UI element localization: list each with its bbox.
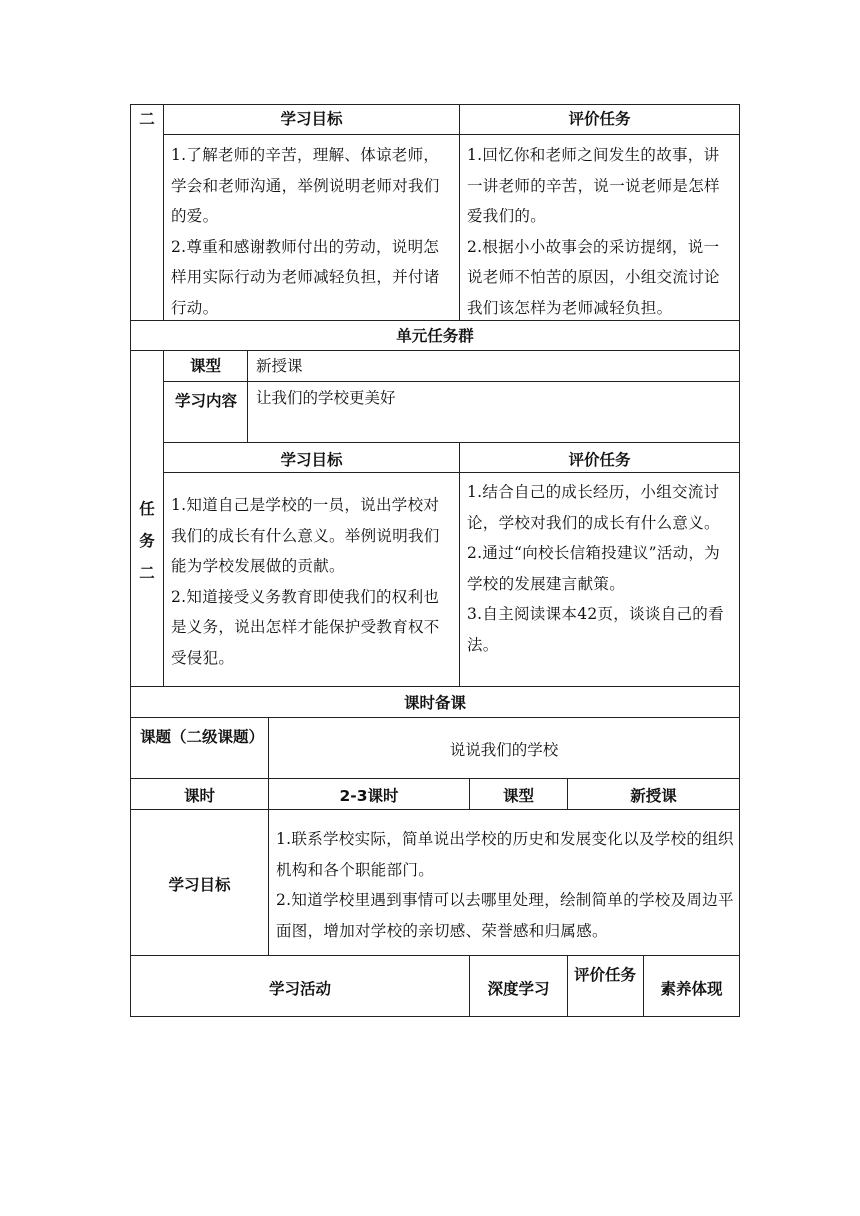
- eval-task-header: 评价任务: [574, 966, 637, 984]
- content-value: 让我们的学校更美好: [256, 389, 396, 407]
- type-label: 课型: [189, 357, 221, 375]
- type-value: 新授课: [256, 357, 303, 375]
- goal-item: 1.联系学校实际，简单说出学校的历史和发展变化以及学校的组织机构和各个职能部门。: [276, 830, 734, 879]
- goal-item: 1.知道自己是学校的一员，说出学校对我们的成长有什么意义。举例说明我们能为学校发展做的贡献。: [171, 496, 440, 575]
- eval-item: 3.自主阅读课本42页，谈谈自己的看法。: [467, 605, 724, 654]
- unit-goals-text: [171, 490, 454, 673]
- goals-header: 学习目标: [280, 110, 343, 128]
- eval-item: 1.结合自己的成长经历，小组交流讨论，学校对我们的成长有什么意义。: [467, 483, 720, 532]
- eval-item: 2.通过“向校长信箱投建议”活动，为学校的发展建言献策。: [467, 544, 721, 593]
- lesson-prep-title: 课时备课: [403, 694, 466, 712]
- topic-label: 课题（二级课题）: [140, 728, 265, 746]
- activity-header: 学习活动: [268, 980, 331, 998]
- goals-text: [171, 140, 454, 323]
- unit-tasks-title: 单元任务群: [396, 327, 474, 345]
- task-label: 任务二: [139, 500, 155, 582]
- eval-text: [467, 140, 733, 323]
- unit-eval-header: 评价任务: [568, 451, 631, 469]
- lesson-goals-label: 学习目标: [168, 876, 231, 894]
- lesson-type-value: 新授课: [630, 787, 677, 805]
- lesson-type-label: 课型: [502, 787, 534, 805]
- unit-eval-text: [467, 477, 733, 660]
- goal-item: 2.知道学校里遇到事情可以去哪里处理，绘制简单的学校及周边平面图，增加对学校的亲切感、荣誉感和归属感。: [276, 891, 734, 940]
- deep-learning-header: 深度学习: [487, 980, 550, 998]
- literacy-header: 素养体现: [660, 980, 723, 998]
- unit-goals-header: 学习目标: [280, 451, 343, 469]
- hours-label: 课时: [183, 787, 215, 805]
- goal-item: 1.了解老师的辛苦，理解、体谅老师，学会和老师沟通，举例说明老师对我们的爱。: [171, 146, 440, 225]
- goal-item: 2.知道接受义务教育即使我们的权利也是义务，说出怎样才能保护受教育权不受侵犯。: [171, 587, 440, 667]
- content-label: 学习内容: [174, 392, 237, 410]
- eval-item: 1.回忆你和老师之间发生的故事，讲一讲老师的辛苦，说一说老师是怎样爱我们的。: [467, 146, 720, 225]
- topic-value: 说说我们的学校: [449, 741, 559, 759]
- eval-item: 2.根据小小故事会的采访提纲，说一说老师不怕苦的原因，小组交流讨论我们该怎样为老师减轻负担。: [467, 237, 720, 317]
- section-index: 二: [139, 110, 155, 128]
- goal-item: 2.尊重和感谢教师付出的劳动，说明怎样用实际行动为老师减轻负担，并付诸行动。: [171, 237, 440, 317]
- eval-header: 评价任务: [568, 110, 631, 128]
- lesson-goals-text: [276, 824, 734, 946]
- hours-value: 2-3课时: [339, 787, 399, 805]
